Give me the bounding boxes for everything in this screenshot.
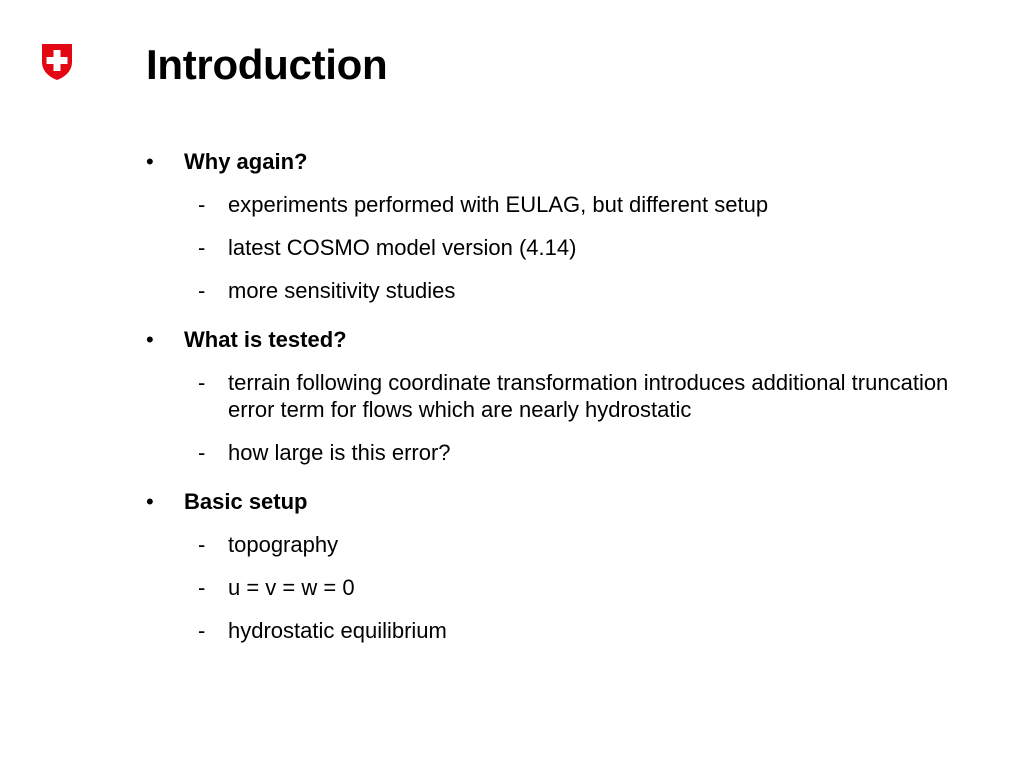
list-item-text: more sensitivity studies [228, 278, 456, 303]
bullet-point: • [146, 149, 154, 174]
list-item [146, 277, 966, 304]
list-item [146, 439, 966, 466]
list-item [146, 531, 966, 558]
list-item-text: terrain following coordinate transformation introduces additional truncation error term for flows which are nearly hydrostatic [228, 370, 949, 422]
section-basic-setup [146, 488, 966, 644]
dash-marker: - [198, 575, 206, 600]
list-item-text: latest COSMO model version (4.14) [228, 235, 577, 260]
section-heading-text: What is tested? [184, 327, 347, 352]
list-item-text: u = v = w = 0 [228, 575, 355, 600]
section-why-again [146, 148, 966, 304]
list-item [146, 191, 966, 218]
dash-marker: - [198, 278, 206, 303]
slide-content [146, 148, 966, 666]
section-heading-text: Basic setup [184, 489, 308, 514]
section-what-is-tested [146, 326, 966, 466]
section-heading [146, 148, 966, 176]
list-item [146, 369, 966, 423]
list-item [146, 234, 966, 261]
list-item-text: hydrostatic equilibrium [228, 618, 447, 643]
section-heading [146, 488, 966, 516]
dash-marker: - [198, 532, 206, 557]
dash-marker: - [198, 235, 206, 260]
list-item [146, 574, 966, 601]
dash-marker: - [198, 192, 206, 217]
list-item-text: topography [228, 532, 339, 557]
list-item-text: experiments performed with EULAG, but different setup [228, 192, 769, 217]
bullet-point: • [146, 327, 154, 352]
swiss-cross-shield-icon [40, 42, 74, 82]
dash-marker: - [198, 370, 206, 395]
dash-marker: - [198, 440, 206, 465]
bullet-point: • [146, 489, 154, 514]
list-item [146, 617, 966, 644]
dash-marker: - [198, 618, 206, 643]
list-item-text: how large is this error? [228, 440, 451, 465]
section-heading-text: Why again? [184, 149, 308, 174]
section-heading [146, 326, 966, 354]
page-title: Introduction [146, 41, 388, 88]
